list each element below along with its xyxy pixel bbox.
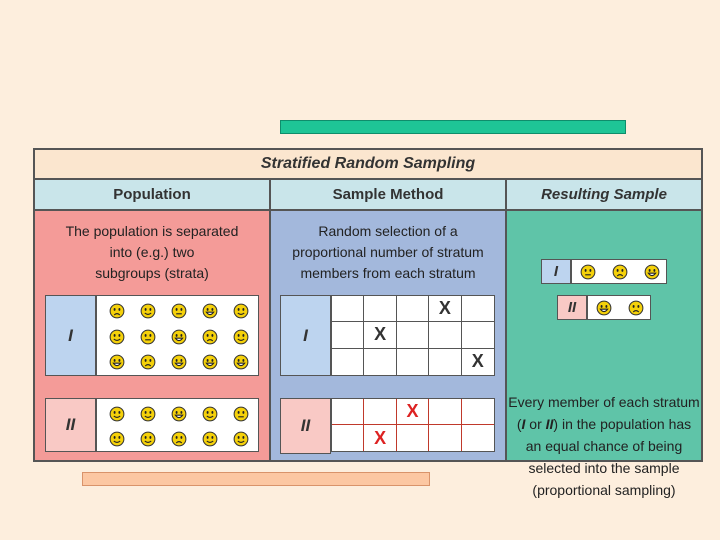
grid-cell [332,399,364,425]
smile-face-icon [233,303,249,319]
smile-face-icon [140,303,156,319]
stratum-i-selection-grid [331,295,495,376]
neutral-face-icon [233,406,249,422]
selected-cell-mark: X [429,296,461,322]
grid-cell [462,296,494,322]
stratum-ref-ii: II [545,416,554,432]
sample-method-column [271,211,505,460]
grid-cell [332,296,364,322]
header-sample-method: Sample Method [271,180,505,211]
grid-cell [429,349,461,375]
top-accent-bar [280,120,626,134]
grid-cell [364,399,396,425]
selected-cell-mark: X [397,399,429,425]
selected-cell-mark: X [364,425,396,451]
smile-face-icon [140,431,156,447]
resulting-sample-description [507,391,701,501]
stratum-label-ii: II [45,398,96,452]
description-line: subgroups (strata) [95,265,209,281]
smile-face-icon [202,431,218,447]
description-line: proportional number of stratum [292,244,484,260]
grid-cell [332,349,364,375]
smile-face-icon [233,329,249,345]
bottom-accent-bar [82,472,430,486]
grid-cell [462,322,494,348]
description-line: Every member of each stratum [508,394,700,410]
grid-cell [462,425,494,451]
description-line: an equal chance of being [525,438,683,454]
grin-face-icon [202,354,218,370]
text-fragment: ) in the population has [553,416,692,432]
text-fragment: or [525,416,546,432]
smile-face-icon [109,329,125,345]
stratified-sampling-table [33,148,703,498]
grid-cell [397,349,429,375]
grid-cell [364,296,396,322]
stratum-ref-i: I [521,416,526,432]
result-stratum-label-ii: II [557,295,587,320]
resulting-sample-column [507,211,701,498]
smile-face-icon [109,431,125,447]
header-resulting-sample: Resulting Sample [507,180,701,211]
grid-cell [397,425,429,451]
selected-cell-mark: X [471,351,484,372]
grid-cell [429,425,461,451]
result-stratum-ii-sample [587,295,651,320]
stratum-label-i: I [45,295,96,376]
grin-face-icon [202,303,218,319]
smile-face-icon [109,406,125,422]
stratum-ii-selection-grid [331,398,495,452]
frown-face-icon [628,300,644,316]
grin-face-icon [644,264,660,280]
result-stratum-label-i: I [541,259,571,284]
grid-cell [462,399,494,425]
population-description [35,221,269,284]
grin-face-icon [109,354,125,370]
stratum-i-members [96,295,259,376]
stratum-label-i: I [280,295,331,376]
result-stratum-i-sample [571,259,667,284]
stratum-ii-members [96,398,259,452]
neutral-face-icon [140,329,156,345]
smile-face-icon [140,406,156,422]
table-title: Stratified Random Sampling [35,150,701,180]
sample-method-description [271,221,505,284]
grid-cell [397,322,429,348]
smile-face-icon [202,406,218,422]
grin-face-icon [233,354,249,370]
grid-cell [397,296,429,322]
selected-cell-mark: X [364,322,396,348]
grin-face-icon [171,329,187,345]
grid-cell [429,322,461,348]
frown-face-icon [202,329,218,345]
grid-cell [332,322,364,348]
frown-face-icon [140,354,156,370]
frown-face-icon [109,303,125,319]
neutral-face-icon [580,264,596,280]
description-line: (proportional sampling) [532,482,676,498]
description-line: into (e.g.) two [109,244,195,260]
description-line: Random selection of a [318,223,458,239]
stratum-label-ii: II [280,398,331,454]
description-line: The population is separated [65,223,239,239]
header-population: Population [35,180,269,211]
description-line: selected into the sample [528,460,680,476]
grid-cell [332,425,364,451]
grin-face-icon [596,300,612,316]
text-fragment: ( [516,416,522,432]
population-column [35,211,269,460]
frown-face-icon [612,264,628,280]
grin-face-icon [171,406,187,422]
description-line: members from each stratum [300,265,476,281]
smile-face-icon [233,431,249,447]
description-line [507,413,701,435]
neutral-face-icon [171,303,187,319]
grin-face-icon [171,354,187,370]
grid-cell [364,349,396,375]
frown-face-icon [171,431,187,447]
grid-cell [429,399,461,425]
